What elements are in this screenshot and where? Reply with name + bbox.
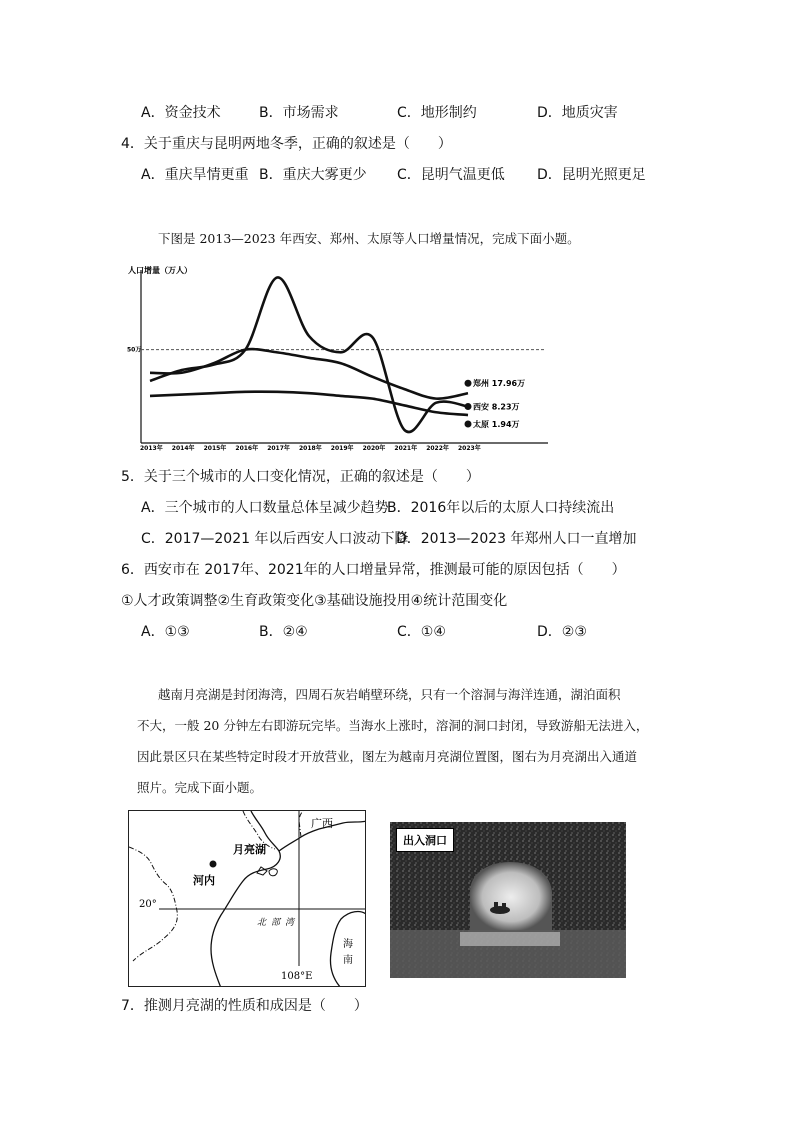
q6-statements: ①人才政策调整②生育政策变化③基础设施投用④统计范围变化 <box>121 593 508 609</box>
x-tick-label: 2022年 <box>426 445 449 452</box>
passage-line-4: 照片。完成下面小题。 <box>137 780 263 795</box>
q6-stem: 6．西安市在 2017年、2021年的人口增量异常，推测最可能的原因包括（ ） <box>121 562 626 578</box>
series-line-郑州 <box>150 349 468 399</box>
series-end-point <box>465 380 472 387</box>
label-hainan-2: 南 <box>343 955 353 966</box>
label-hanoi: 河内 <box>193 874 215 887</box>
population-chart <box>118 258 558 454</box>
q4-option-d: D．昆明光照更足 <box>537 167 646 183</box>
q6-option-d: D．②③ <box>537 624 587 640</box>
q6-option-c: C．①④ <box>397 624 446 640</box>
chart-y-label: 人口增量（万人） <box>128 266 192 275</box>
hanoi-dot <box>210 861 217 868</box>
q3-option-a: A．资金技术 <box>141 105 221 121</box>
passage-line-2: 不大，一般 20 分钟左右即游玩完毕。当海水上涨时，溶洞的洞口封闭，导致游船无法进入， <box>137 718 649 733</box>
x-tick-label: 2020年 <box>362 445 386 452</box>
q6-option-a: A．①③ <box>141 624 190 640</box>
moon-lake-marker <box>257 867 267 875</box>
x-tick-label: 2018年 <box>299 445 322 452</box>
q7-stem: 7．推测月亮湖的性质和成因是（ ） <box>121 998 368 1014</box>
x-tick-label: 2013年 <box>140 445 163 452</box>
series-end-point <box>465 403 472 410</box>
passage-line-1: 越南月亮湖是封闭海湾，四周石灰岩峭壁环绕，只有一个溶洞与海洋连通，湖泊面积 <box>158 687 621 702</box>
x-tick-label: 2016年 <box>235 445 259 452</box>
q6-option-b: B．②④ <box>259 624 308 640</box>
series-end-point <box>465 421 472 428</box>
label-hainan-1: 海 <box>343 939 353 950</box>
q4-option-a: A．重庆旱情更重 <box>141 167 249 183</box>
series-end-label: 太原 1.94万 <box>473 420 520 430</box>
label-gulf-1: 北 <box>257 918 267 928</box>
cave-entrance-photo <box>390 822 626 978</box>
q3-option-b: B．市场需求 <box>259 105 339 121</box>
q5-option-c: C．2017—2021 年以后西安人口波动下降 <box>141 531 409 547</box>
label-gulf-2: 部 <box>271 918 281 928</box>
boat <box>490 906 510 914</box>
cave-opening <box>470 862 552 932</box>
reference-label: 50万 <box>127 346 142 354</box>
x-tick-label: 2017年 <box>267 445 290 452</box>
x-tick-label: 2019年 <box>330 445 354 452</box>
x-tick-label: 2014年 <box>171 445 195 452</box>
series-end-label: 西安 8.23万 <box>473 402 520 412</box>
q5-stem: 5．关于三个城市的人口变化情况，正确的叙述是（ ） <box>121 469 480 485</box>
q3-option-c: C．地形制约 <box>397 105 477 121</box>
chart-intro: 下图是 2013—2023 年西安、郑州、太原等人口增量情况，完成下面小题。 <box>158 231 580 246</box>
q5-option-b: B．2016年以后的太原人口持续流出 <box>387 500 615 516</box>
label-guangxi: 广西 <box>311 817 333 830</box>
label-lon-108: 108°E <box>281 971 313 982</box>
label-lat-20: 20° <box>139 899 157 910</box>
x-tick-label: 2021年 <box>394 445 418 452</box>
coastline <box>211 811 280 987</box>
series-end-label: 郑州 17.96万 <box>473 379 526 389</box>
label-gulf-3: 湾 <box>285 918 295 928</box>
q5-option-a: A．三个城市的人口数量总体呈减少趋势 <box>141 500 389 516</box>
label-moon-lake: 月亮湖 <box>233 843 266 856</box>
q5-option-d: D．2013—2023 年郑州人口一直增加 <box>396 531 637 547</box>
q4-option-b: B．重庆大雾更少 <box>259 167 367 183</box>
location-map <box>128 810 366 987</box>
q4-stem: 4．关于重庆与昆明两地冬季，正确的叙述是（ ） <box>121 136 452 152</box>
x-tick-label: 2023年 <box>458 445 481 452</box>
q4-option-c: C．昆明气温更低 <box>397 167 505 183</box>
photo-label: 出入洞口 <box>396 828 454 852</box>
passage-line-3: 因此景区只在某些特定时段才开放营业，图左为越南月亮湖位置图，图右为月亮湖出入通道 <box>137 749 638 764</box>
moon-lake-shape <box>269 869 277 876</box>
border-guangxi <box>299 811 303 837</box>
x-tick-label: 2015年 <box>203 445 227 452</box>
q3-option-d: D．地质灾害 <box>537 105 618 121</box>
